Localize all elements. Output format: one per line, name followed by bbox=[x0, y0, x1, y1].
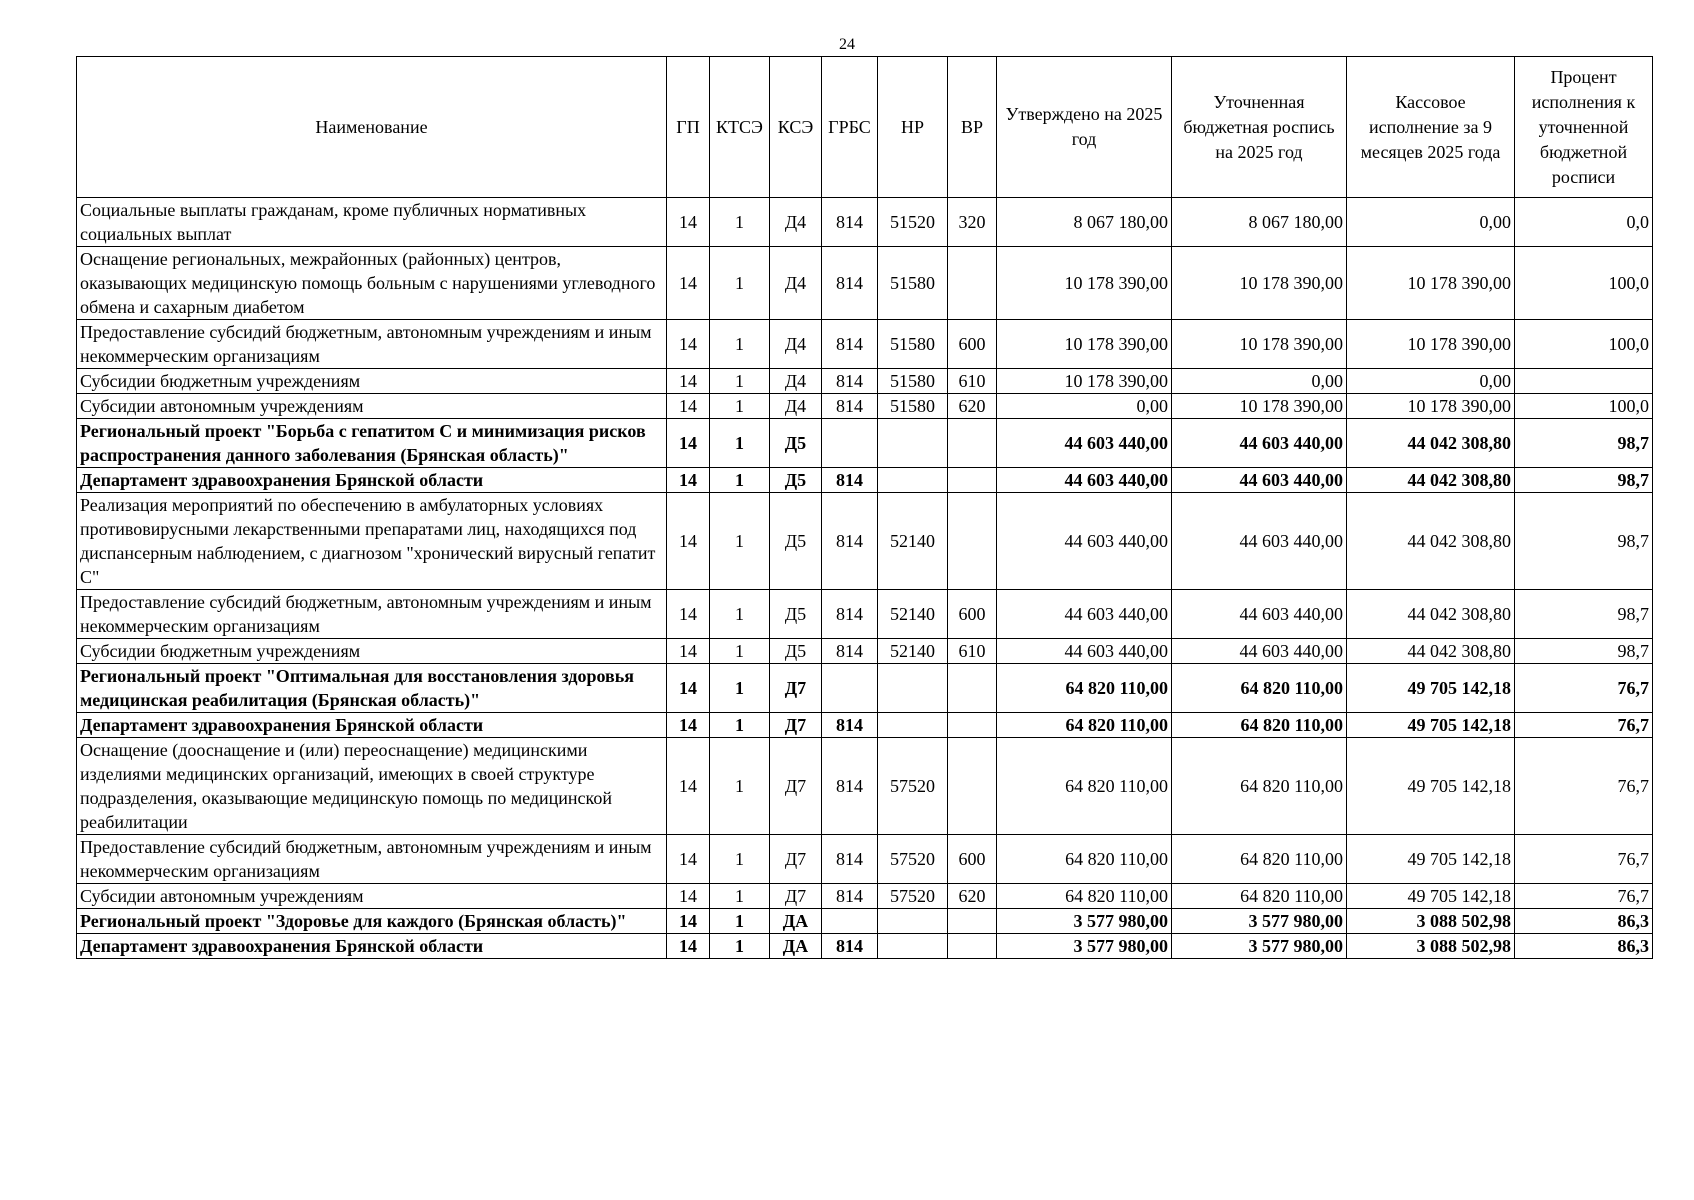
cell-kse: Д5 bbox=[770, 419, 822, 468]
cell-refined: 10 178 390,00 bbox=[1172, 394, 1347, 419]
cell-refined: 10 178 390,00 bbox=[1172, 320, 1347, 369]
cell-grbs bbox=[822, 419, 878, 468]
cell-gp: 14 bbox=[667, 369, 710, 394]
cell-grbs: 814 bbox=[822, 884, 878, 909]
cell-kse: Д4 bbox=[770, 247, 822, 320]
cell-approved: 44 603 440,00 bbox=[997, 590, 1172, 639]
cell-refined: 64 820 110,00 bbox=[1172, 664, 1347, 713]
table-row bbox=[77, 394, 1653, 419]
cell-vr: 610 bbox=[948, 639, 997, 664]
cell-kse: Д4 bbox=[770, 320, 822, 369]
cell-approved: 8 067 180,00 bbox=[997, 198, 1172, 247]
cell-kse: Д4 bbox=[770, 394, 822, 419]
cell-gp: 14 bbox=[667, 884, 710, 909]
cell-refined: 44 603 440,00 bbox=[1172, 639, 1347, 664]
cell-name: Оснащение региональных, межрайонных (районных) центров, оказывающих медицинскую помощь больным с нарушениями углеводного обмена и сахарным диабетом bbox=[77, 247, 667, 320]
cell-name: Предоставление субсидий бюджетным, автономным учреждениям и иным некоммерческим организациям bbox=[77, 590, 667, 639]
cell-nr: 52140 bbox=[878, 639, 948, 664]
cell-vr bbox=[948, 713, 997, 738]
cell-kse: Д4 bbox=[770, 369, 822, 394]
cell-cash: 0,00 bbox=[1347, 369, 1515, 394]
cell-cash: 10 178 390,00 bbox=[1347, 394, 1515, 419]
cell-vr bbox=[948, 247, 997, 320]
cell-gp: 14 bbox=[667, 394, 710, 419]
cell-gp: 14 bbox=[667, 664, 710, 713]
cell-cash: 49 705 142,18 bbox=[1347, 664, 1515, 713]
cell-cash: 49 705 142,18 bbox=[1347, 835, 1515, 884]
cell-percent: 98,7 bbox=[1515, 419, 1653, 468]
table-row bbox=[77, 247, 1653, 320]
cell-nr: 51580 bbox=[878, 247, 948, 320]
cell-vr bbox=[948, 419, 997, 468]
cell-kse: Д7 bbox=[770, 884, 822, 909]
cell-approved: 10 178 390,00 bbox=[997, 320, 1172, 369]
cell-ktse: 1 bbox=[710, 590, 770, 639]
cell-kse: Д7 bbox=[770, 738, 822, 835]
cell-ktse: 1 bbox=[710, 320, 770, 369]
cell-percent: 0,0 bbox=[1515, 198, 1653, 247]
cell-vr bbox=[948, 493, 997, 590]
cell-grbs: 814 bbox=[822, 369, 878, 394]
cell-gp: 14 bbox=[667, 713, 710, 738]
cell-grbs: 814 bbox=[822, 639, 878, 664]
cell-name: Реализация мероприятий по обеспечению в амбулаторных условиях противовирусными лекарственными препаратами лиц, находящихся под диспансерным наблюдением, с диагнозом "хронический вирусный гепатит С" bbox=[77, 493, 667, 590]
cell-nr bbox=[878, 934, 948, 959]
cell-name: Предоставление субсидий бюджетным, автономным учреждениям и иным некоммерческим организациям bbox=[77, 320, 667, 369]
cell-vr: 320 bbox=[948, 198, 997, 247]
cell-name: Субсидии автономным учреждениям bbox=[77, 884, 667, 909]
cell-name: Региональный проект "Борьба с гепатитом С и минимизация рисков распространения данного заболевания (Брянская область)" bbox=[77, 419, 667, 468]
budget-table bbox=[76, 56, 1653, 959]
cell-ktse: 1 bbox=[710, 394, 770, 419]
cell-kse: Д4 bbox=[770, 198, 822, 247]
cell-kse: Д7 bbox=[770, 835, 822, 884]
cell-refined: 44 603 440,00 bbox=[1172, 419, 1347, 468]
cell-kse: ДА bbox=[770, 934, 822, 959]
cell-percent: 76,7 bbox=[1515, 835, 1653, 884]
cell-vr bbox=[948, 934, 997, 959]
cell-vr bbox=[948, 738, 997, 835]
cell-percent: 86,3 bbox=[1515, 934, 1653, 959]
cell-approved: 3 577 980,00 bbox=[997, 909, 1172, 934]
cell-grbs: 814 bbox=[822, 590, 878, 639]
cell-approved: 64 820 110,00 bbox=[997, 835, 1172, 884]
cell-ktse: 1 bbox=[710, 198, 770, 247]
cell-nr bbox=[878, 468, 948, 493]
cell-name: Субсидии бюджетным учреждениям bbox=[77, 369, 667, 394]
cell-nr: 52140 bbox=[878, 493, 948, 590]
cell-name: Департамент здравоохранения Брянской области bbox=[77, 934, 667, 959]
table-row bbox=[77, 198, 1653, 247]
cell-ktse: 1 bbox=[710, 835, 770, 884]
cell-percent: 98,7 bbox=[1515, 590, 1653, 639]
cell-cash: 44 042 308,80 bbox=[1347, 493, 1515, 590]
cell-cash: 3 088 502,98 bbox=[1347, 934, 1515, 959]
cell-percent: 86,3 bbox=[1515, 909, 1653, 934]
cell-nr: 51580 bbox=[878, 394, 948, 419]
cell-ktse: 1 bbox=[710, 639, 770, 664]
cell-nr: 57520 bbox=[878, 835, 948, 884]
cell-vr bbox=[948, 909, 997, 934]
cell-grbs: 814 bbox=[822, 394, 878, 419]
table-row bbox=[77, 590, 1653, 639]
cell-kse: Д5 bbox=[770, 639, 822, 664]
cell-grbs: 814 bbox=[822, 713, 878, 738]
cell-vr: 620 bbox=[948, 884, 997, 909]
cell-cash: 49 705 142,18 bbox=[1347, 884, 1515, 909]
table-row bbox=[77, 664, 1653, 713]
cell-cash: 44 042 308,80 bbox=[1347, 419, 1515, 468]
cell-ktse: 1 bbox=[710, 419, 770, 468]
cell-cash: 44 042 308,80 bbox=[1347, 639, 1515, 664]
cell-approved: 44 603 440,00 bbox=[997, 468, 1172, 493]
col-header-nr: НР bbox=[878, 57, 948, 198]
cell-grbs: 814 bbox=[822, 738, 878, 835]
cell-refined: 3 577 980,00 bbox=[1172, 934, 1347, 959]
cell-vr: 610 bbox=[948, 369, 997, 394]
cell-nr bbox=[878, 909, 948, 934]
col-header-refined: Уточненная бюджетная роспись на 2025 год bbox=[1172, 57, 1347, 198]
cell-percent bbox=[1515, 369, 1653, 394]
table-row bbox=[77, 493, 1653, 590]
cell-percent: 98,7 bbox=[1515, 639, 1653, 664]
table-row bbox=[77, 369, 1653, 394]
cell-approved: 64 820 110,00 bbox=[997, 713, 1172, 738]
cell-ktse: 1 bbox=[710, 884, 770, 909]
col-header-kse: КСЭ bbox=[770, 57, 822, 198]
cell-grbs: 814 bbox=[822, 934, 878, 959]
cell-ktse: 1 bbox=[710, 468, 770, 493]
cell-name: Субсидии бюджетным учреждениям bbox=[77, 639, 667, 664]
cell-ktse: 1 bbox=[710, 664, 770, 713]
cell-refined: 44 603 440,00 bbox=[1172, 493, 1347, 590]
cell-ktse: 1 bbox=[710, 369, 770, 394]
cell-kse: Д5 bbox=[770, 468, 822, 493]
cell-nr bbox=[878, 664, 948, 713]
cell-vr bbox=[948, 664, 997, 713]
cell-approved: 10 178 390,00 bbox=[997, 247, 1172, 320]
cell-percent: 76,7 bbox=[1515, 713, 1653, 738]
cell-nr: 57520 bbox=[878, 738, 948, 835]
cell-grbs: 814 bbox=[822, 468, 878, 493]
cell-refined: 44 603 440,00 bbox=[1172, 468, 1347, 493]
cell-name: Субсидии автономным учреждениям bbox=[77, 394, 667, 419]
cell-name: Департамент здравоохранения Брянской области bbox=[77, 713, 667, 738]
cell-gp: 14 bbox=[667, 590, 710, 639]
cell-ktse: 1 bbox=[710, 713, 770, 738]
col-header-ktse: КТСЭ bbox=[710, 57, 770, 198]
cell-approved: 44 603 440,00 bbox=[997, 419, 1172, 468]
cell-ktse: 1 bbox=[710, 909, 770, 934]
cell-gp: 14 bbox=[667, 909, 710, 934]
cell-name: Предоставление субсидий бюджетным, автономным учреждениям и иным некоммерческим организациям bbox=[77, 835, 667, 884]
cell-vr: 600 bbox=[948, 835, 997, 884]
col-header-vr: ВР bbox=[948, 57, 997, 198]
cell-refined: 44 603 440,00 bbox=[1172, 590, 1347, 639]
cell-ktse: 1 bbox=[710, 934, 770, 959]
cell-cash: 0,00 bbox=[1347, 198, 1515, 247]
cell-gp: 14 bbox=[667, 493, 710, 590]
cell-grbs: 814 bbox=[822, 493, 878, 590]
cell-nr: 51520 bbox=[878, 198, 948, 247]
table-row bbox=[77, 884, 1653, 909]
cell-name: Департамент здравоохранения Брянской области bbox=[77, 468, 667, 493]
cell-nr: 57520 bbox=[878, 884, 948, 909]
cell-approved: 64 820 110,00 bbox=[997, 738, 1172, 835]
table-row bbox=[77, 468, 1653, 493]
cell-name: Региональный проект "Оптимальная для восстановления здоровья медицинская реабилитация (Брянская область)" bbox=[77, 664, 667, 713]
cell-refined: 64 820 110,00 bbox=[1172, 738, 1347, 835]
cell-percent: 76,7 bbox=[1515, 884, 1653, 909]
cell-grbs bbox=[822, 664, 878, 713]
cell-ktse: 1 bbox=[710, 493, 770, 590]
cell-approved: 44 603 440,00 bbox=[997, 493, 1172, 590]
cell-name: Оснащение (дооснащение и (или) переоснащение) медицинскими изделиями медицинских организаций, имеющих в своей структуре подразделения, оказывающие медицинскую помощь по медицинской реабилитации bbox=[77, 738, 667, 835]
cell-cash: 10 178 390,00 bbox=[1347, 247, 1515, 320]
cell-refined: 64 820 110,00 bbox=[1172, 713, 1347, 738]
cell-gp: 14 bbox=[667, 639, 710, 664]
col-header-approved: Утверждено на 2025 год bbox=[997, 57, 1172, 198]
col-header-cash: Кассовое исполнение за 9 месяцев 2025 года bbox=[1347, 57, 1515, 198]
cell-grbs: 814 bbox=[822, 835, 878, 884]
cell-grbs bbox=[822, 909, 878, 934]
cell-percent: 98,7 bbox=[1515, 493, 1653, 590]
cell-percent: 100,0 bbox=[1515, 320, 1653, 369]
cell-nr: 51580 bbox=[878, 320, 948, 369]
cell-vr: 600 bbox=[948, 320, 997, 369]
cell-refined: 3 577 980,00 bbox=[1172, 909, 1347, 934]
cell-grbs: 814 bbox=[822, 320, 878, 369]
page-number: 24 bbox=[839, 36, 855, 53]
cell-percent: 76,7 bbox=[1515, 664, 1653, 713]
cell-cash: 44 042 308,80 bbox=[1347, 468, 1515, 493]
cell-ktse: 1 bbox=[710, 247, 770, 320]
cell-kse: Д7 bbox=[770, 664, 822, 713]
cell-approved: 3 577 980,00 bbox=[997, 934, 1172, 959]
col-header-percent: Процент исполнения к уточненной бюджетной росписи bbox=[1515, 57, 1653, 198]
cell-nr: 51580 bbox=[878, 369, 948, 394]
cell-gp: 14 bbox=[667, 934, 710, 959]
cell-cash: 44 042 308,80 bbox=[1347, 590, 1515, 639]
table-row bbox=[77, 835, 1653, 884]
col-header-gp: ГП bbox=[667, 57, 710, 198]
cell-vr: 600 bbox=[948, 590, 997, 639]
cell-cash: 49 705 142,18 bbox=[1347, 738, 1515, 835]
cell-approved: 64 820 110,00 bbox=[997, 884, 1172, 909]
cell-approved: 0,00 bbox=[997, 394, 1172, 419]
cell-gp: 14 bbox=[667, 247, 710, 320]
cell-cash: 49 705 142,18 bbox=[1347, 713, 1515, 738]
cell-vr: 620 bbox=[948, 394, 997, 419]
table-row bbox=[77, 639, 1653, 664]
cell-approved: 64 820 110,00 bbox=[997, 664, 1172, 713]
cell-name: Социальные выплаты гражданам, кроме публичных нормативных социальных выплат bbox=[77, 198, 667, 247]
cell-name: Региональный проект "Здоровье для каждого (Брянская область)" bbox=[77, 909, 667, 934]
table-row bbox=[77, 934, 1653, 959]
cell-nr bbox=[878, 419, 948, 468]
cell-kse: Д7 bbox=[770, 713, 822, 738]
cell-kse: Д5 bbox=[770, 590, 822, 639]
cell-cash: 10 178 390,00 bbox=[1347, 320, 1515, 369]
cell-approved: 10 178 390,00 bbox=[997, 369, 1172, 394]
table-row bbox=[77, 419, 1653, 468]
cell-gp: 14 bbox=[667, 835, 710, 884]
cell-gp: 14 bbox=[667, 198, 710, 247]
cell-cash: 3 088 502,98 bbox=[1347, 909, 1515, 934]
cell-refined: 0,00 bbox=[1172, 369, 1347, 394]
col-header-name: Наименование bbox=[77, 57, 667, 198]
cell-refined: 8 067 180,00 bbox=[1172, 198, 1347, 247]
cell-percent: 100,0 bbox=[1515, 247, 1653, 320]
cell-percent: 100,0 bbox=[1515, 394, 1653, 419]
cell-percent: 98,7 bbox=[1515, 468, 1653, 493]
cell-ktse: 1 bbox=[710, 738, 770, 835]
table-row bbox=[77, 713, 1653, 738]
cell-nr: 52140 bbox=[878, 590, 948, 639]
cell-percent: 76,7 bbox=[1515, 738, 1653, 835]
col-header-grbs: ГРБС bbox=[822, 57, 878, 198]
table-row bbox=[77, 909, 1653, 934]
cell-approved: 44 603 440,00 bbox=[997, 639, 1172, 664]
cell-refined: 10 178 390,00 bbox=[1172, 247, 1347, 320]
header-row bbox=[77, 57, 1653, 198]
cell-kse: Д5 bbox=[770, 493, 822, 590]
cell-nr bbox=[878, 713, 948, 738]
cell-gp: 14 bbox=[667, 468, 710, 493]
cell-vr bbox=[948, 468, 997, 493]
table-body bbox=[77, 198, 1653, 959]
cell-gp: 14 bbox=[667, 320, 710, 369]
cell-grbs: 814 bbox=[822, 247, 878, 320]
cell-grbs: 814 bbox=[822, 198, 878, 247]
cell-gp: 14 bbox=[667, 738, 710, 835]
cell-refined: 64 820 110,00 bbox=[1172, 884, 1347, 909]
cell-gp: 14 bbox=[667, 419, 710, 468]
cell-kse: ДА bbox=[770, 909, 822, 934]
table-row bbox=[77, 320, 1653, 369]
cell-refined: 64 820 110,00 bbox=[1172, 835, 1347, 884]
table-row bbox=[77, 738, 1653, 835]
